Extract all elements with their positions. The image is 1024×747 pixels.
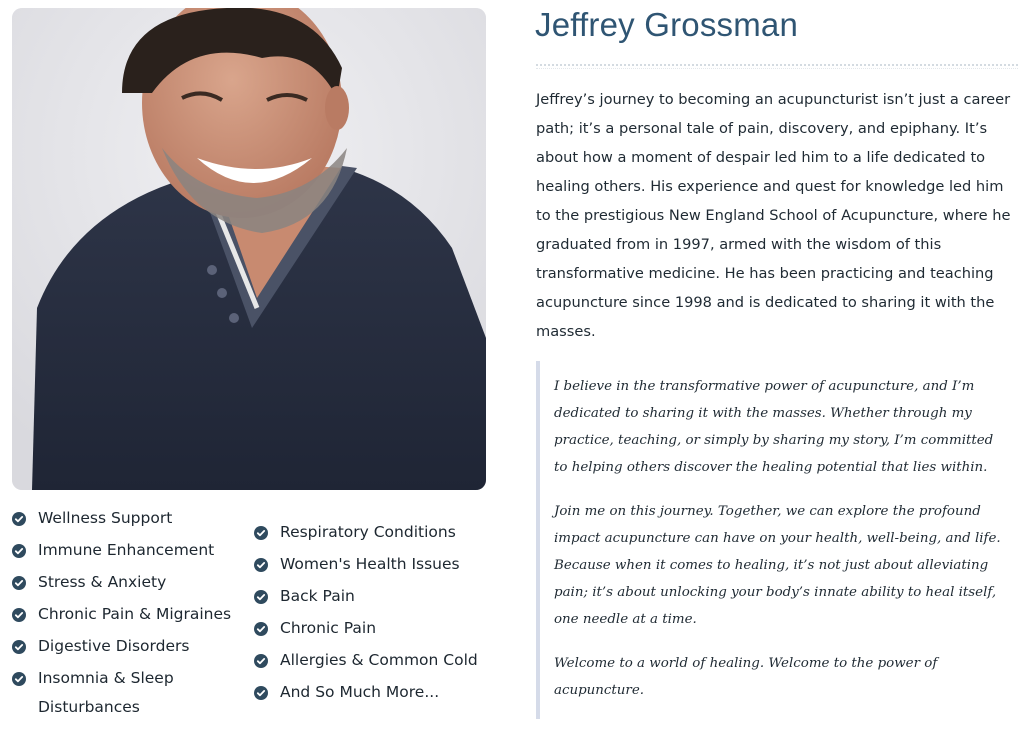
services-column-1: [12, 504, 242, 725]
portrait-image: [12, 8, 486, 490]
service-label: Immune Enhancement: [38, 541, 215, 559]
check-circle-icon: [12, 640, 26, 654]
heading-divider: [536, 64, 1018, 66]
profile-photo: [12, 8, 486, 490]
check-circle-icon: [254, 590, 268, 604]
profile-name: Jeffrey Grossman: [535, 6, 799, 43]
list-item: [12, 504, 242, 533]
check-circle-icon: [12, 512, 26, 526]
check-circle-icon: [254, 622, 268, 636]
check-circle-icon: [12, 544, 26, 558]
service-label: Insomnia & Sleep Disturbances: [38, 669, 174, 716]
service-label: And So Much More...: [280, 683, 440, 701]
check-circle-icon: [12, 608, 26, 622]
list-item: [12, 536, 242, 565]
check-circle-icon: [254, 526, 268, 540]
check-circle-icon: [12, 672, 26, 686]
bio-text: Jeffrey’s journey to becoming an acupuncturist isn’t just a career path; it’s a personal tale of pain, discovery, and epiphany. It’s about how a moment of despair led him to a life dedicated to healing others. His experience and quest for knowledge led him to the prestigious New England School of Acupuncture, where he graduated from in 1997, armed with the wisdom of this transformative medicine. He has been practicing and teaching acupuncture since 1998 and is dedicated to sharing it with the masses.: [536, 91, 1011, 340]
service-label: Allergies & Common Cold: [280, 651, 478, 669]
check-circle-icon: [254, 558, 268, 572]
list-item: [12, 632, 242, 661]
list-item: [254, 614, 512, 643]
list-item: [12, 664, 242, 722]
list-item: [254, 646, 512, 675]
quote-paragraph: I believe in the transformative power of acupuncture, and I’m dedicated to sharing it with the masses. Whether through my practice, teaching, or simply by sharing my story, I’m committed to helping others discover the healing potential that lies within.: [554, 379, 994, 475]
service-label: Wellness Support: [38, 509, 173, 527]
quote-paragraph: Welcome to a world of healing. Welcome to the power of acupuncture.: [554, 656, 938, 698]
list-item: [12, 568, 242, 597]
list-item: [12, 600, 242, 629]
list-item: [254, 582, 512, 611]
services-column-2: [254, 518, 512, 710]
service-label: Women's Health Issues: [280, 555, 460, 573]
quote-paragraph: Join me on this journey. Together, we can explore the profound impact acupuncture can have on your health, well-being, and life. Because when it comes to healing, it’s not just about alleviating pain; it’s about unlocking your body’s innate ability to heal itself, one needle at a time.: [554, 504, 1001, 627]
list-item: [254, 550, 512, 579]
check-circle-icon: [254, 686, 268, 700]
service-label: Respiratory Conditions: [280, 523, 456, 541]
check-circle-icon: [12, 576, 26, 590]
service-label: Chronic Pain & Migraines: [38, 605, 232, 623]
service-label: Back Pain: [280, 587, 355, 605]
service-label: Digestive Disorders: [38, 637, 190, 655]
check-circle-icon: [254, 654, 268, 668]
blockquote: [536, 361, 1006, 719]
list-item: [254, 678, 512, 707]
heading-divider-secondary: [536, 68, 1018, 69]
service-label: Chronic Pain: [280, 619, 377, 637]
list-item: [254, 518, 512, 547]
service-label: Stress & Anxiety: [38, 573, 167, 591]
